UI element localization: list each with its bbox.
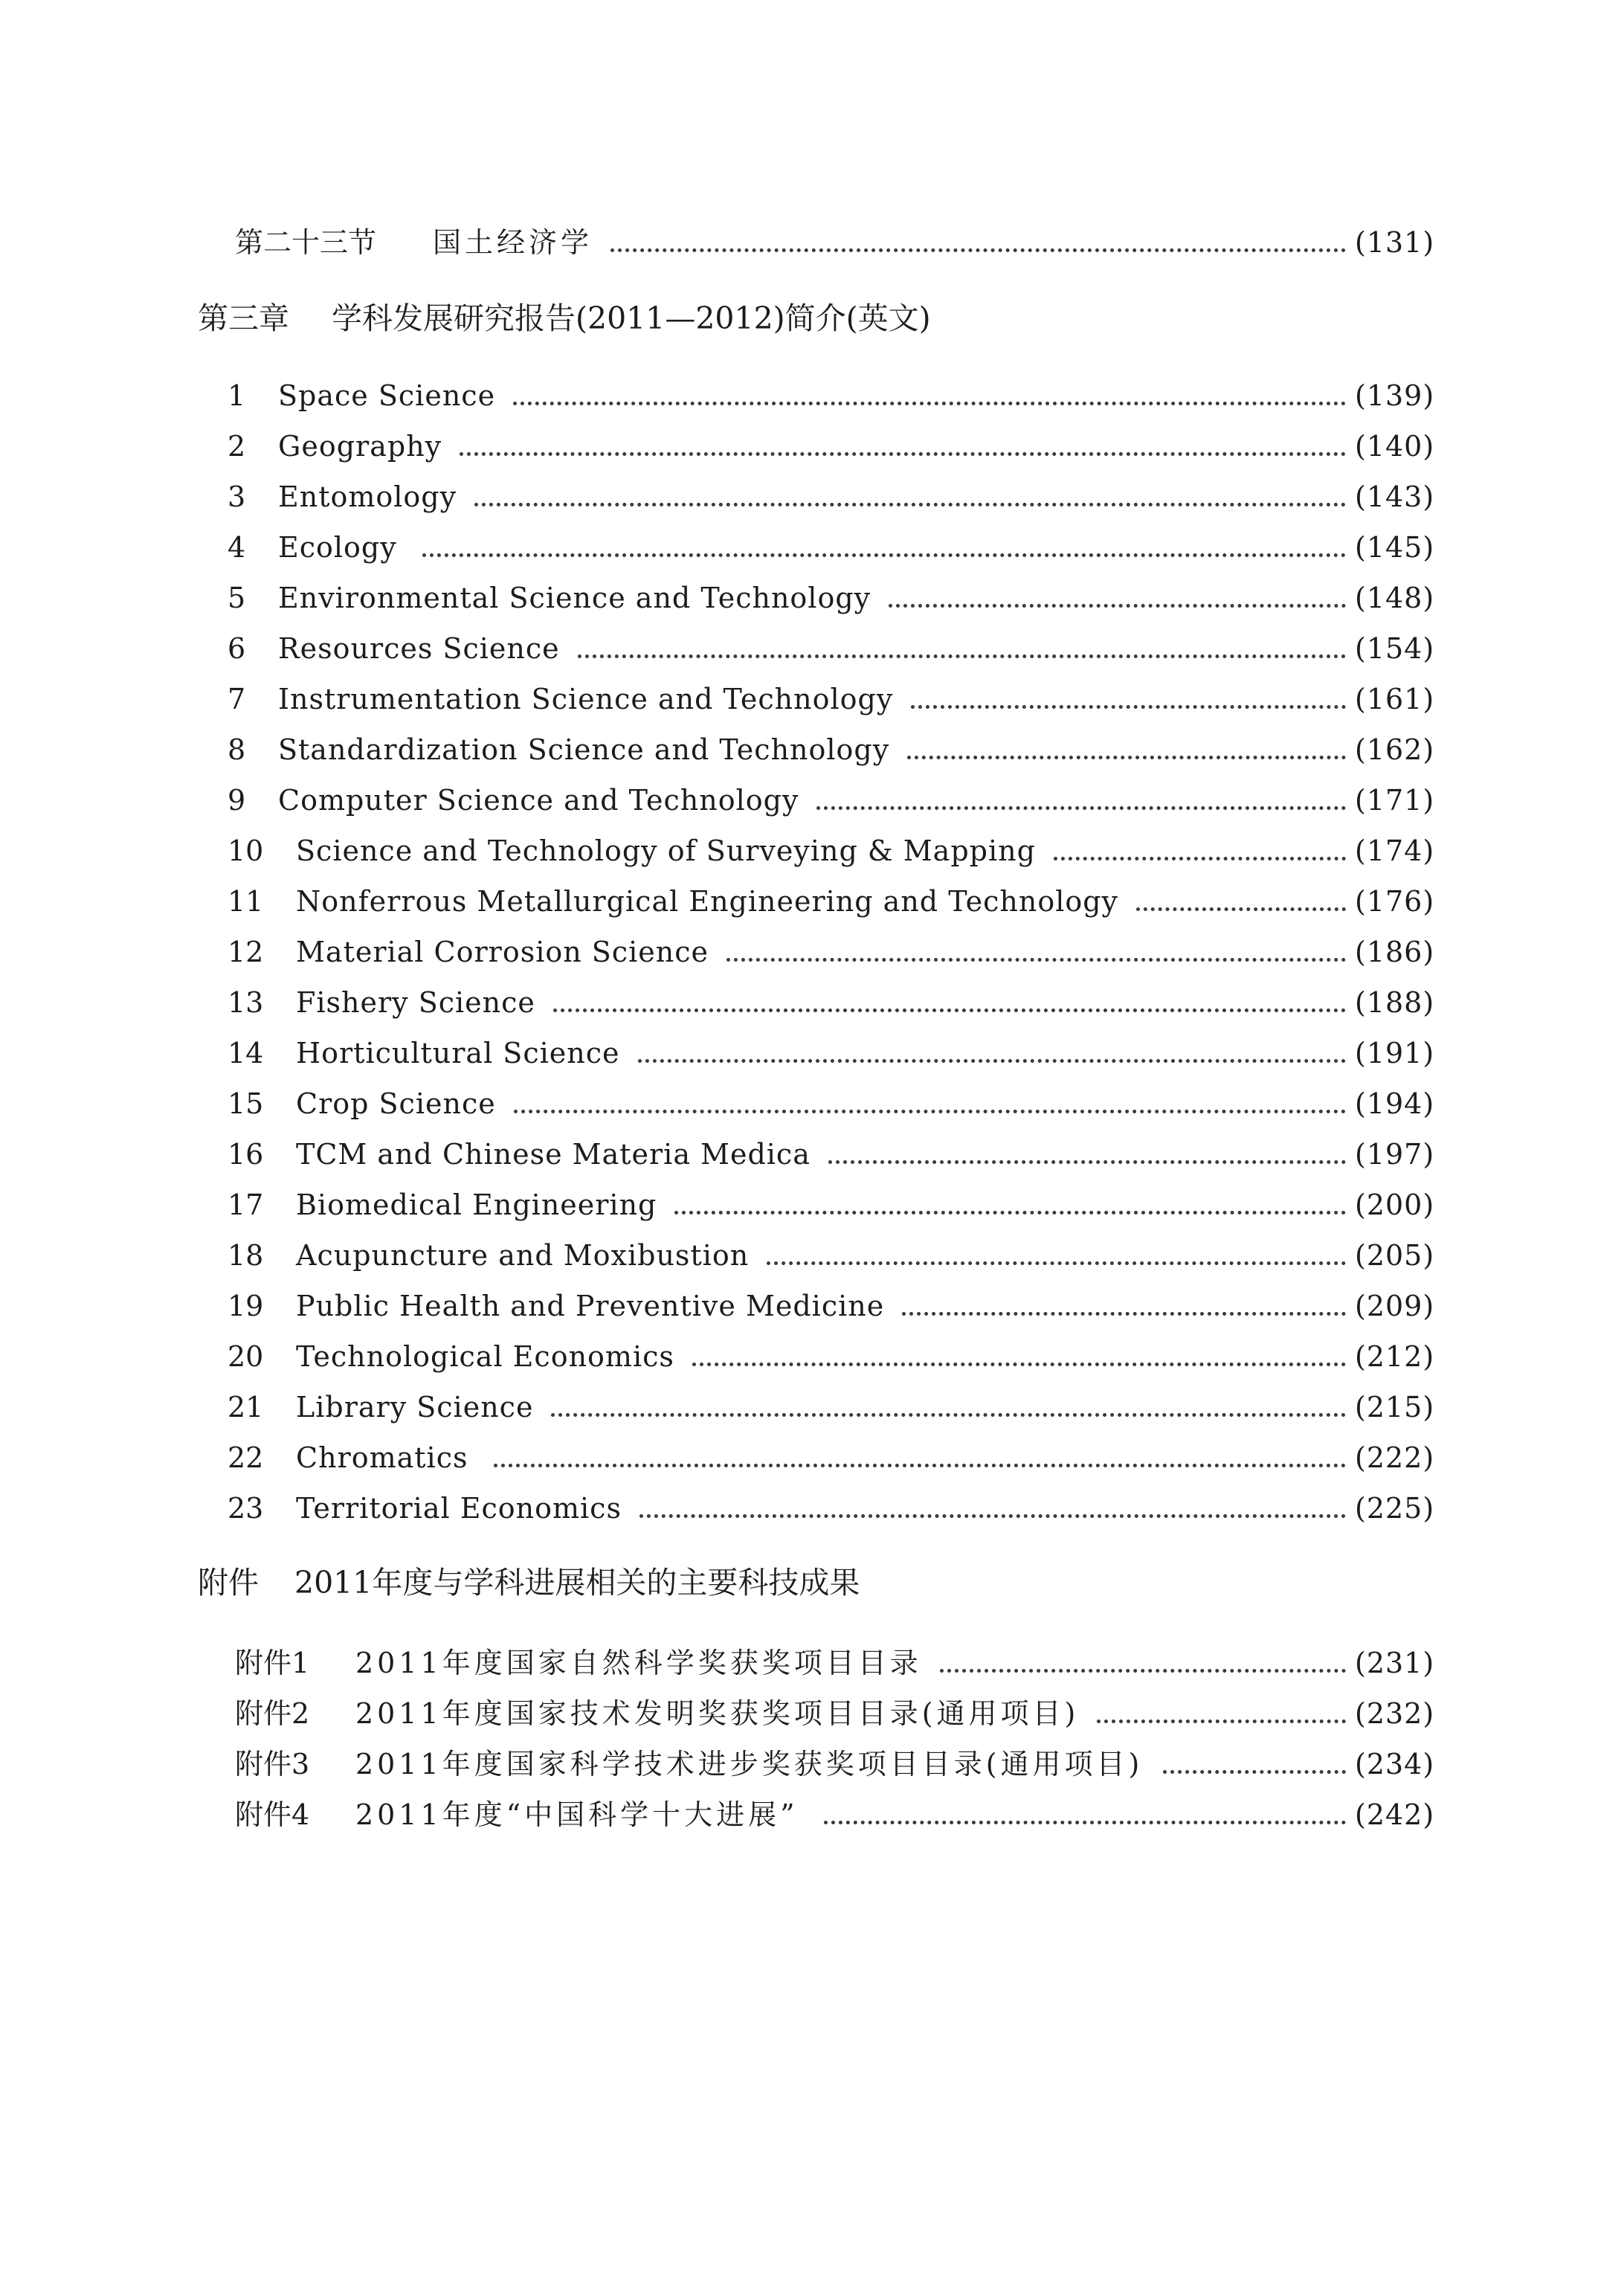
entry-title: Biomedical Engineering [296, 1188, 657, 1221]
entry-title: Space Science [278, 379, 496, 412]
entry-number: 13 [228, 986, 264, 1019]
entry-number: 6 [228, 632, 246, 665]
dot-leader [692, 1363, 1346, 1366]
appendix-entry-title: 2011年度国家科学技术进步奖获奖项目目录(通用项目) [355, 1748, 1144, 1780]
page-number: (140) [1355, 430, 1435, 463]
entry-title: Acupuncture and Moxibustion [296, 1239, 750, 1272]
dot-leader [767, 1261, 1346, 1265]
appendix-entry-label: 附件1 [235, 1647, 310, 1679]
entry-number: 21 [228, 1391, 264, 1424]
page-number: (212) [1355, 1340, 1435, 1373]
entry-number: 23 [228, 1492, 264, 1525]
entry-number: 12 [228, 936, 264, 968]
dot-leader [907, 756, 1346, 759]
dot-leader [551, 1413, 1346, 1417]
page-number: (194) [1355, 1087, 1435, 1120]
page-number: (200) [1355, 1188, 1435, 1221]
page-number: (162) [1355, 733, 1435, 766]
entry-title: Ecology [278, 531, 397, 564]
entry-number: 10 [228, 834, 264, 867]
entry-title: Material Corrosion Science [296, 936, 709, 968]
entry-title: Fishery Science [296, 986, 535, 1019]
dot-leader [1097, 1720, 1346, 1723]
dot-leader [674, 1211, 1346, 1215]
entry-number: 3 [228, 480, 246, 513]
entry-title: Resources Science [278, 632, 560, 665]
page-number: (176) [1355, 885, 1435, 918]
page-number: (131) [1355, 226, 1435, 259]
entry-title: TCM and Chinese Materia Medica [296, 1138, 811, 1171]
entry-title: Chromatics [296, 1441, 468, 1474]
page-number: (139) [1355, 379, 1435, 412]
appendix-title: 2011年度与学科进展相关的主要科技成果 [294, 1565, 860, 1601]
dot-leader [828, 1160, 1346, 1164]
section-title: 国土经济学 [433, 226, 593, 259]
dot-leader [578, 654, 1346, 658]
chapter-label: 第三章 [198, 300, 289, 336]
dot-leader [816, 806, 1346, 810]
dot-leader [513, 402, 1346, 405]
section-label: 第二十三节 [235, 226, 377, 259]
dot-leader [638, 1059, 1346, 1063]
dot-leader [494, 1464, 1346, 1467]
entry-number: 14 [228, 1037, 264, 1069]
entry-title: Entomology [278, 480, 457, 513]
page-number: (242) [1355, 1798, 1435, 1831]
dot-leader [1163, 1770, 1346, 1774]
entry-title: Library Science [296, 1391, 534, 1424]
appendix-entry-label: 附件4 [235, 1798, 310, 1831]
appendix-entry-title: 2011年度“中国科学十大进展” [355, 1798, 799, 1831]
entry-number: 19 [228, 1290, 264, 1322]
entry-number: 11 [228, 885, 264, 918]
dot-leader [940, 1669, 1346, 1673]
entry-number: 16 [228, 1138, 264, 1171]
page-number: (231) [1355, 1647, 1435, 1679]
page-number: (171) [1355, 784, 1435, 817]
entry-title: Environmental Science and Technology [278, 582, 871, 614]
entry-title: Geography [278, 430, 442, 463]
page-number: (191) [1355, 1037, 1435, 1069]
dot-leader [422, 553, 1346, 557]
page-number: (215) [1355, 1391, 1435, 1424]
page-number: (197) [1355, 1138, 1435, 1171]
page-number: (186) [1355, 936, 1435, 968]
dot-leader [726, 958, 1346, 962]
dot-leader [824, 1821, 1346, 1824]
dot-leader [460, 452, 1346, 456]
page-number: (148) [1355, 582, 1435, 614]
page-number: (225) [1355, 1492, 1435, 1525]
entry-title: Public Health and Preventive Medicine [296, 1290, 885, 1322]
page-number: (143) [1355, 480, 1435, 513]
entry-title: Instrumentation Science and Technology [278, 683, 894, 715]
page-number: (174) [1355, 834, 1435, 867]
dot-leader [889, 604, 1346, 608]
entry-title: Crop Science [296, 1087, 496, 1120]
entry-number: 1 [228, 379, 246, 412]
page-number: (222) [1355, 1441, 1435, 1474]
entry-number: 2 [228, 430, 246, 463]
entry-number: 15 [228, 1087, 264, 1120]
entry-title: Science and Technology of Surveying & Mapping [296, 834, 1036, 867]
entry-title: Nonferrous Metallurgical Engineering and Technology [296, 885, 1119, 918]
appendix-entry-label: 附件2 [235, 1697, 310, 1730]
page-number: (188) [1355, 986, 1435, 1019]
entry-title: Computer Science and Technology [278, 784, 799, 817]
appendix-entry-title: 2011年度国家技术发明奖获奖项目目录(通用项目) [355, 1697, 1080, 1730]
entry-number: 18 [228, 1239, 264, 1272]
entry-number: 17 [228, 1188, 264, 1221]
entry-number: 7 [228, 683, 246, 715]
entry-number: 4 [228, 531, 246, 564]
dot-leader [911, 705, 1346, 709]
page-number: (205) [1355, 1239, 1435, 1272]
chapter-title: 学科发展研究报告(2011—2012)简介(英文) [332, 300, 931, 336]
entry-number: 20 [228, 1340, 264, 1373]
page-number: (209) [1355, 1290, 1435, 1322]
entry-title: Horticultural Science [296, 1037, 620, 1069]
appendix-entry-title: 2011年度国家自然科学奖获奖项目目录 [355, 1647, 922, 1679]
entry-number: 22 [228, 1441, 264, 1474]
appendix-label: 附件 [198, 1565, 259, 1601]
page-number: (161) [1355, 683, 1435, 715]
entry-title: Territorial Economics [296, 1492, 622, 1525]
page-number: (234) [1355, 1748, 1435, 1780]
dot-leader [639, 1514, 1346, 1518]
entry-number: 8 [228, 733, 246, 766]
entry-number: 5 [228, 582, 246, 614]
dot-leader [610, 248, 1346, 252]
page-number: (154) [1355, 632, 1435, 665]
dot-leader [514, 1110, 1346, 1113]
entry-number: 9 [228, 784, 246, 817]
dot-leader [1054, 857, 1346, 860]
page-number: (145) [1355, 531, 1435, 564]
page-number: (232) [1355, 1697, 1435, 1730]
dot-leader [553, 1009, 1346, 1012]
dot-leader [902, 1312, 1346, 1316]
dot-leader [1136, 907, 1346, 911]
dot-leader [474, 503, 1346, 506]
appendix-entry-label: 附件3 [235, 1748, 310, 1780]
entry-title: Standardization Science and Technology [278, 733, 890, 766]
entry-title: Technological Economics [296, 1340, 674, 1373]
